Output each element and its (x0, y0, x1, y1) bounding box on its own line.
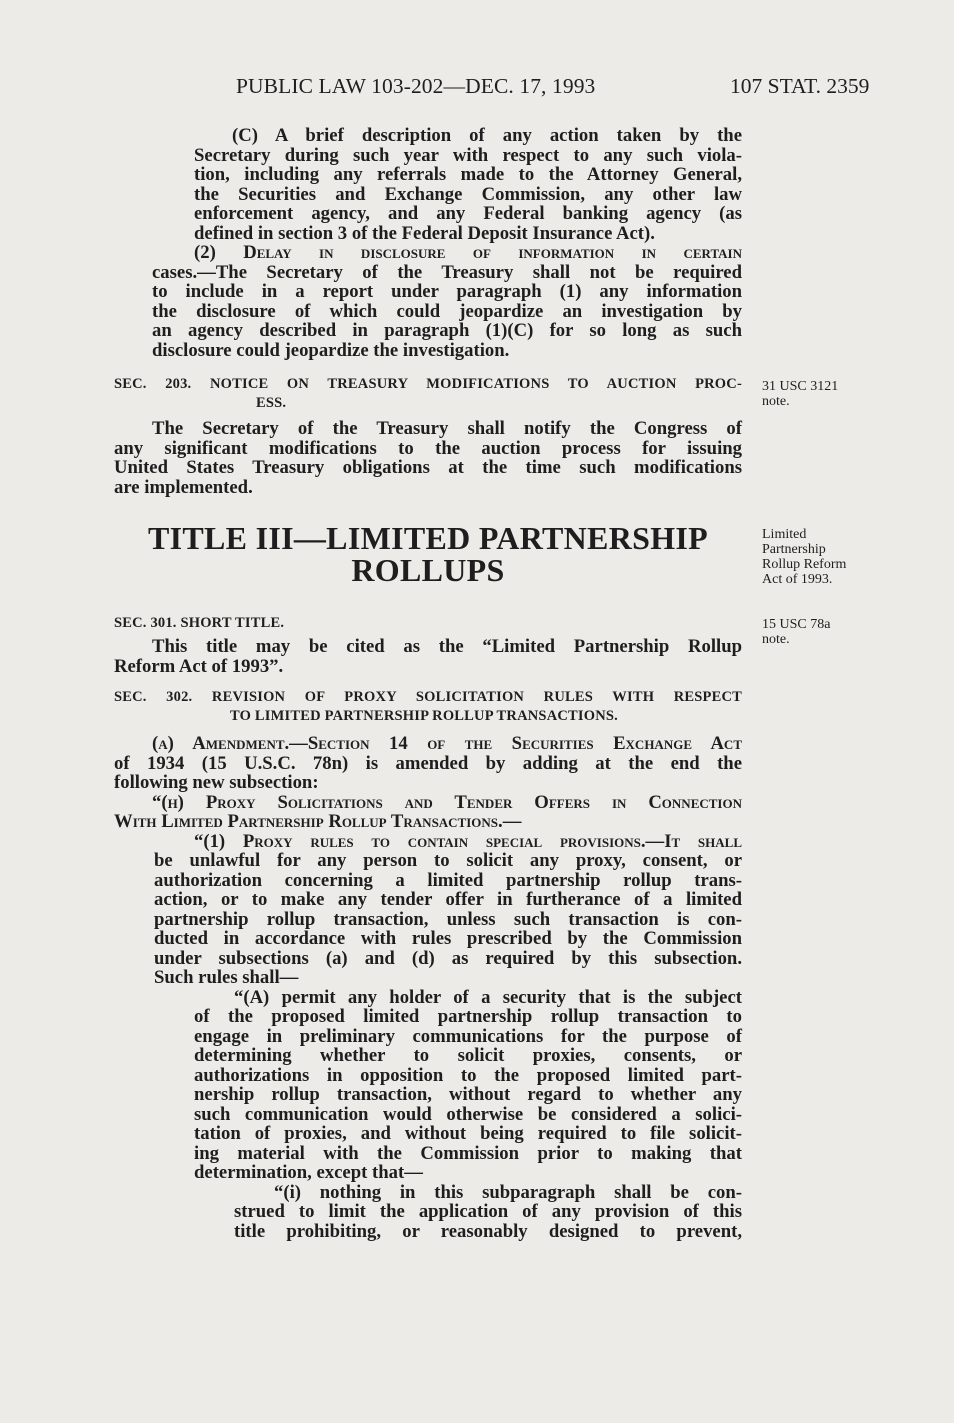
text-line: to include in a report under paragraph (1) any information (152, 281, 742, 302)
section-heading: SEC. 302. REVISION OF PROXY SOLICITATION RULES WITH RESPECT (114, 689, 742, 705)
header-stat-page: 107 STAT. 2359 (730, 74, 870, 98)
margin-note-line: Rollup Reform (762, 557, 847, 572)
text-line: following new subsection: (114, 772, 319, 793)
text-line: under subsections (a) and (d) as required by this subsection. (154, 947, 742, 969)
text-line: engage in preliminary communications for the purpose of (194, 1025, 742, 1047)
text-line: of 1934 (15 U.S.C. 78n) is amended by adding at the end the (114, 752, 742, 774)
text-line: nership rollup transaction, without regard to whether any (194, 1084, 742, 1105)
paragraph-heading (114, 832, 742, 852)
subsection-heading: “(h) Proxy Solicitations and Tender Offers in Connection (152, 791, 742, 813)
text-line: determination, except that— (194, 1162, 423, 1183)
text-line: are implemented. (114, 476, 253, 498)
margin-note-line: 15 USC 78a (762, 617, 831, 632)
text-line: “(A) permit any holder of a security that is the subject (234, 986, 742, 1008)
margin-note-short-title (762, 527, 882, 587)
text-line: authorizations in opposition to the proposed limited part- (194, 1064, 742, 1086)
section-302 (114, 688, 742, 1241)
text-line: any significant modifications to the auction process for issuing (114, 437, 742, 459)
section-heading: SEC. 203. NOTICE ON TREASURY MODIFICATIONS TO AUCTION PROC- (114, 376, 742, 392)
text-line: title prohibiting, or reasonably designed to prevent, (234, 1220, 742, 1242)
text-line: an agency described in paragraph (1)(C) for so long as such (152, 320, 742, 341)
text-line: Such rules shall— (154, 967, 299, 988)
header-law-date: PUBLIC LAW 103-202—DEC. 17, 1993 (236, 74, 596, 98)
margin-note-line: Limited (762, 527, 807, 542)
text-line: tation of proxies, and without being required to file solicit- (194, 1123, 742, 1144)
text-line: authorization concerning a limited partnership rollup trans- (154, 869, 742, 891)
title-line: ROLLUPS (351, 552, 505, 588)
margin-note-line: Act of 1993. (762, 572, 833, 587)
text-line: (C) A brief description of any action taken by the (232, 125, 742, 146)
section-heading-cont: TO LIMITED PARTNERSHIP ROLLUP TRANSACTIONS. (230, 708, 618, 724)
margin-note-line: 31 USC 3121 (762, 379, 839, 394)
text-line: This title may be cited as the “Limited Partnership Rollup (152, 636, 742, 657)
section-heading: SEC. 301. SHORT TITLE. (114, 615, 285, 631)
text-line: action, or to make any tender offer in furtherance of a limited (154, 889, 742, 910)
text-line: enforcement agency, and any Federal banking agency (as (194, 203, 742, 224)
text-line: the Securities and Exchange Commission, any other law (194, 183, 742, 205)
title-heading (114, 522, 742, 586)
text-line: of the proposed limited partnership rollup transaction to (194, 1006, 742, 1027)
text-line: cases.—The Secretary of the Treasury shall not be required (152, 261, 742, 283)
text-line: ing material with the Commission prior to making that (194, 1142, 742, 1164)
text-line: determining whether to solicit proxies, consents, or (194, 1045, 742, 1066)
subparagraph-c (114, 126, 742, 243)
section-301 (114, 614, 742, 676)
text-line: Secretary during such year with respect to any such viola- (194, 144, 742, 166)
text-line: strued to limit the application of any provision of this (234, 1201, 742, 1222)
margin-note-usc (762, 379, 882, 409)
margin-note-line: note. (762, 632, 790, 647)
amendment-line (114, 734, 742, 754)
running-header (0, 74, 954, 104)
text-line: be unlawful for any person to solicit any proxy, consent, or (154, 850, 742, 871)
text-line: ducted in accordance with rules prescribed by the Commission (154, 928, 742, 949)
margin-note-line: note. (762, 394, 790, 409)
paragraph-heading: (2) Delay in disclosure of information in certain (194, 242, 742, 263)
text-line: “(i) nothing in this subparagraph shall be con- (274, 1181, 742, 1203)
text-line: Reform Act of 1993”. (114, 655, 284, 677)
margin-note-usc (762, 617, 882, 647)
text-line: partnership rollup transaction, unless such transaction is con- (154, 908, 742, 930)
text-line: the disclosure of which could jeopardize an investigation by (152, 300, 742, 322)
text-line: tion, including any referrals made to the Attorney General, (194, 164, 742, 185)
section-heading-cont: ESS. (256, 395, 287, 411)
text-line: disclosure could jeopardize the investigation. (152, 339, 510, 361)
text-line: defined in section 3 of the Federal Deposit Insurance Act). (194, 222, 655, 244)
text-line: “(1) Proxy rules to contain special provisions.—It shall (194, 830, 742, 852)
text-line: such communication would otherwise be considered a solici- (194, 1103, 742, 1125)
text-line: The Secretary of the Treasury shall notify the Congress of (152, 418, 742, 439)
paragraph-2 (114, 243, 742, 360)
title-line: TITLE III—LIMITED PARTNERSHIP (148, 520, 708, 556)
text-line: (a) Amendment.—Section 14 of the Securities Exchange Act (152, 733, 742, 754)
section-203 (114, 375, 742, 497)
text-line: United States Treasury obligations at the time such modifications (114, 457, 742, 478)
subsection-heading-cont: With Limited Partnership Rollup Transactions.— (114, 811, 522, 832)
margin-note-line: Partnership (762, 542, 826, 557)
